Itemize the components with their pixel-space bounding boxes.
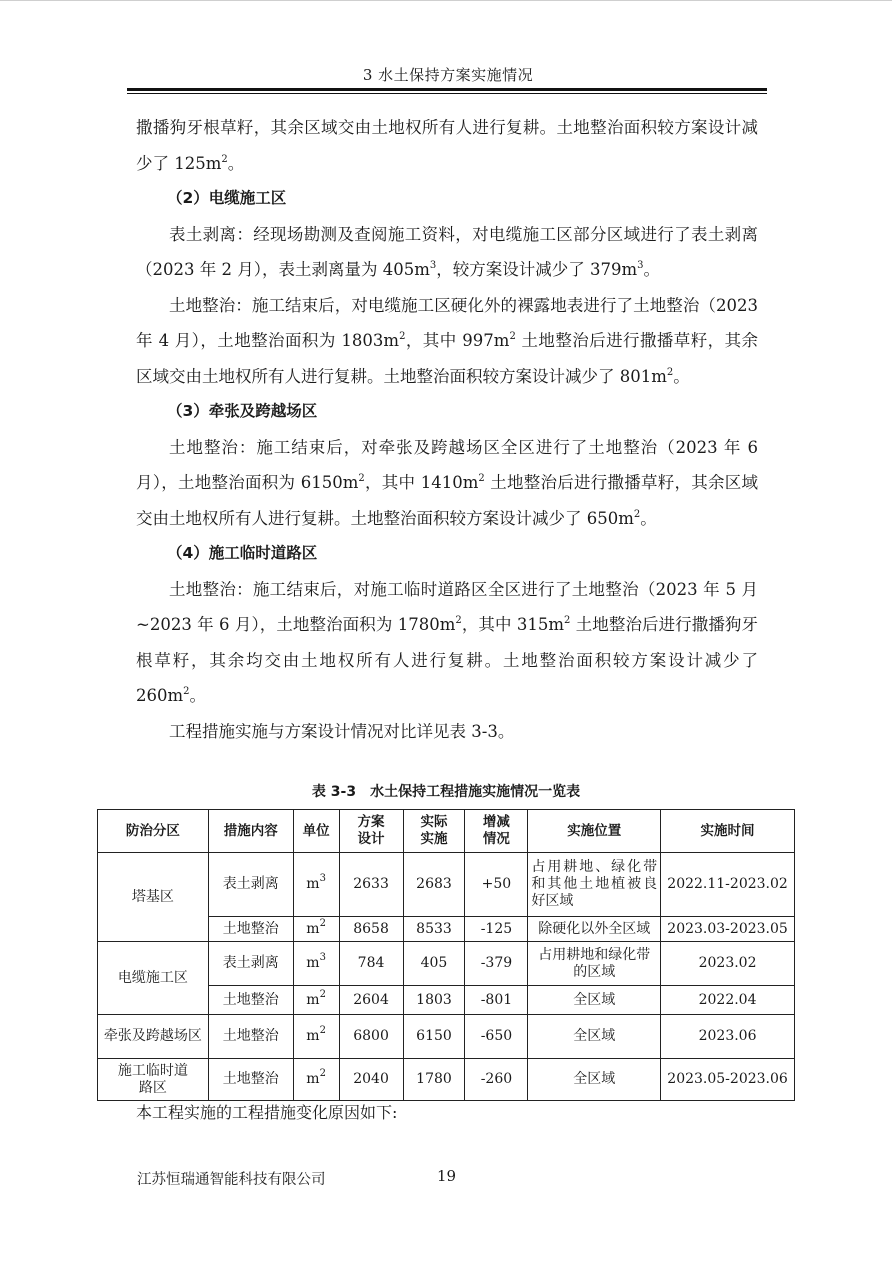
table-row xyxy=(98,942,795,986)
unit-cell: $m^2$ xyxy=(293,986,339,1015)
header-zone: 防治分区 xyxy=(98,810,209,853)
measure-cell: 表土剥离 xyxy=(208,853,293,917)
running-header-title: 3 水土保持方案实施情况 xyxy=(362,66,534,84)
time-cell: 2022.11-2023.02 xyxy=(661,853,795,917)
change-cell: -801 xyxy=(465,986,528,1015)
change-cell: -650 xyxy=(465,1015,528,1059)
header-actual: 实际 实施 xyxy=(403,810,465,853)
measure-cell: 土地整治 xyxy=(208,1059,293,1101)
location-cell: 占用耕地和绿化带的区域 xyxy=(528,942,661,986)
unit-cell: $m^2$ xyxy=(293,1059,339,1101)
actual-cell: 6150 xyxy=(403,1015,465,1059)
header-unit: 单位 xyxy=(293,810,339,853)
header-measure: 措施内容 xyxy=(208,810,293,853)
unit-cell: $m^2$ xyxy=(293,917,339,942)
plan-cell: 2633 xyxy=(339,853,403,917)
table-row xyxy=(98,853,795,917)
paragraph-cable-topsoil: 表土剥离：经现场勘测及查阅施工资料，对电缆施工区部分区域进行了表土剥离（2023 年 2 月），表土剥离量为 $405m^3$，较方案设计减少了 $379m^3$。 xyxy=(136,224,758,279)
actual-cell: 8533 xyxy=(403,917,465,942)
zone-cell-stretch: 牵张及跨越场区 xyxy=(98,1015,209,1059)
plan-cell: 784 xyxy=(339,942,403,986)
header-change: 增减 情况 xyxy=(465,810,528,853)
header-plan: 方案 设计 xyxy=(339,810,403,853)
paragraph-cable-land: 土地整治：施工结束后，对电缆施工区硬化外的裸露地表进行了土地整治（2023 年 4 月），土地整治面积为 $1803m^2$，其中 $997m^2$ 土地整治后进行撒播草籽，其余区域交由土地权所有人进行复耕。土地整治面积较方案设计减少了 $801m^2$。 xyxy=(136,295,759,386)
section-heading-stretch: （3）牵张及跨越场区 xyxy=(167,402,318,420)
plan-cell: 8658 xyxy=(339,917,403,942)
actual-cell: 2683 xyxy=(403,853,465,917)
actual-cell: 1780 xyxy=(403,1059,465,1101)
location-cell: 除硬化以外全区域 xyxy=(528,917,661,942)
change-cell: -125 xyxy=(465,917,528,942)
paragraph-road-land: 土地整治：施工结束后，对施工临时道路区全区进行了土地整治（2023 年 5 月~2023 年 6 月），土地整治面积为 $1780m^2$，其中 $315m^2$ 土地整治后进行撒播狗牙根草籽，其余均交由土地权所有人进行复耕。土地整治面积较方案设计减少了 $260m^2$。 xyxy=(136,579,758,705)
change-cell: +50 xyxy=(465,853,528,917)
location-cell: 全区域 xyxy=(528,986,661,1015)
table-caption: 表 3-3 水土保持工程措施实施情况一览表 xyxy=(311,784,581,800)
after-table-text: 本工程实施的工程措施变化原因如下: xyxy=(136,1103,398,1122)
measure-cell: 表土剥离 xyxy=(208,942,293,986)
plan-cell: 6800 xyxy=(339,1015,403,1059)
measure-cell: 土地整治 xyxy=(208,917,293,942)
unit-cell: $m^3$ xyxy=(293,853,339,917)
table-row xyxy=(98,1015,795,1059)
header-time: 实施时间 xyxy=(661,810,795,853)
plan-cell: 2604 xyxy=(339,986,403,1015)
actual-cell: 405 xyxy=(403,942,465,986)
time-cell: 2023.05-2023.06 xyxy=(661,1059,795,1101)
paragraph-tower-continuation: 撒播狗牙根草籽，其余区域交由土地权所有人进行复耕。土地整治面积较方案设计减少了 $125m^2$。 xyxy=(136,118,758,173)
table-header-row xyxy=(98,810,795,853)
paragraph-stretch-land: 土地整治：施工结束后，对牵张及跨越场区全区进行了土地整治（2023 年 6 月），土地整治面积为 $6150m^2$，其中 $1410m^2$ 土地整治后进行撒播草籽，其余区域交由土地权所有人进行复耕。土地整治面积较方案设计减少了 $650m^2$。 xyxy=(136,437,758,528)
page-top-border xyxy=(0,0,892,1)
time-cell: 2023.02 xyxy=(661,942,795,986)
measure-cell: 土地整治 xyxy=(208,986,293,1015)
actual-cell: 1803 xyxy=(403,986,465,1015)
zone-cell-road: 施工临时道路区 xyxy=(98,1059,209,1101)
location-cell: 全区域 xyxy=(528,1015,661,1059)
header-rule-thick xyxy=(127,88,767,91)
time-cell: 2023.03-2023.05 xyxy=(661,917,795,942)
body-text xyxy=(136,110,758,749)
time-cell: 2023.06 xyxy=(661,1015,795,1059)
unit-cell: $m^2$ xyxy=(293,1015,339,1059)
header-rule-thin xyxy=(127,93,767,94)
paragraph-table-reference: 工程措施实施与方案设计情况对比详见表 3-3。 xyxy=(169,721,515,741)
change-cell: -379 xyxy=(465,942,528,986)
location-cell: 占用耕地、绿化带和其他土地植被良好区域 xyxy=(528,853,661,917)
location-cell: 全区域 xyxy=(528,1059,661,1101)
zone-cell-tower: 塔基区 xyxy=(98,853,209,942)
change-cell: -260 xyxy=(465,1059,528,1101)
page-number: 19 xyxy=(437,1167,457,1185)
measure-cell: 土地整治 xyxy=(208,1015,293,1059)
footer-company: 江苏恒瑞通智能科技有限公司 xyxy=(137,1172,326,1188)
section-heading-cable: （2）电缆施工区 xyxy=(167,189,287,207)
table-row xyxy=(98,1059,795,1101)
zone-cell-cable: 电缆施工区 xyxy=(98,942,209,1015)
plan-cell: 2040 xyxy=(339,1059,403,1101)
header-location: 实施位置 xyxy=(528,810,661,853)
time-cell: 2022.04 xyxy=(661,986,795,1015)
unit-cell: $m^3$ xyxy=(293,942,339,986)
measures-table xyxy=(97,809,795,1101)
section-heading-road: （4）施工临时道路区 xyxy=(167,544,318,562)
